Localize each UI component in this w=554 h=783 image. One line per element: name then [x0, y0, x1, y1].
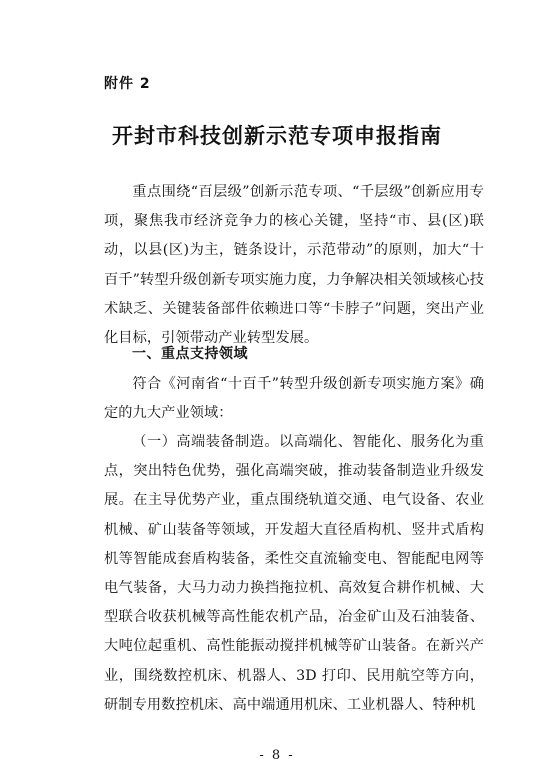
intro-paragraph: 重点围绕“百层级”创新示范专项、“千层级”创新应用专项，聚焦我市经济竞争力的核心关键，坚持“市、县(区)联动，以县(区)为主，链条设计，示范带动”的原则，加大“十百千”转型升级创新专项实施力度，力争解决相关领域核心技术缺乏、关键装备部件依赖进口等“卡脖子”问题，突出产业化目标，引领带动产业转型发展。 [104, 184, 484, 347]
paragraph-2: 符合《河南省“十百千”转型升级创新专项实施方案》确定的九大产业领域： [104, 376, 484, 422]
paragraph-3-block [104, 428, 484, 720]
attachment-label: 附件 2 [104, 76, 151, 92]
intro-section [104, 178, 484, 353]
section-heading: 一、重点支持领域 [132, 346, 248, 362]
paragraph-3: （一）高端装备制造。以高端化、智能化、服务化为重点，突出特色优势，强化高端突破，推动装备制造业升级发展。在主导优势产业，重点围绕轨道交通、电气设备、农业机械、矿山装备等领域，开发超大直径盾构机、竖井式盾构机等智能成套盾构装备，柔性交直流输变电、智能配电网等电气装备，大马力动力换挡拖拉机、高效复合耕作机械、大型联合收获机械等高性能农机产品，冶金矿山及石油装备、大吨位起重机、高性能振动搅拌机械等矿山装备。在新兴产业，围绕数控机床、机器人、3D 打印、民用航空等方向，研制专用数控机床、高中端通用机床、工业机器人、特种机 [104, 434, 484, 713]
page-number: - 8 - [259, 748, 295, 763]
document-title: 开封市科技创新示范专项申报指南 [112, 123, 442, 148]
paragraph-2-block [104, 370, 484, 428]
